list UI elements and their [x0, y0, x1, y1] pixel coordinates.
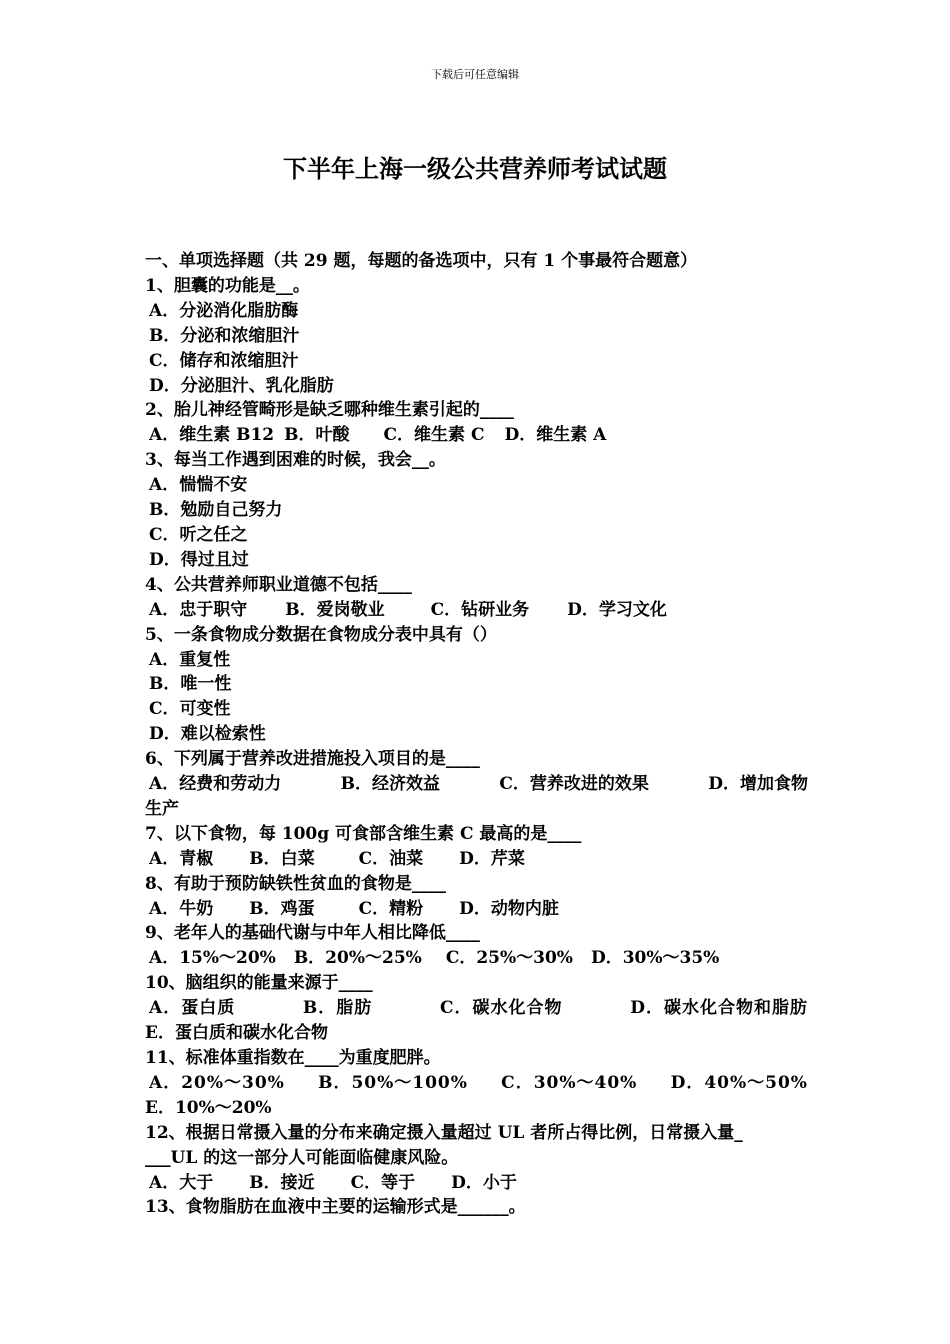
option-2d: D．维生素 A: [504, 425, 607, 446]
options-7: [145, 847, 810, 872]
options-10: [145, 996, 810, 1021]
question-13: 13、食物脂肪在血液中主要的运输形式是______。: [145, 1197, 526, 1218]
option-11b: B．50%～100%: [318, 1072, 468, 1093]
question-7: 7、以下食物，每 100g 可食部含维生素 C 最高的是____: [145, 823, 582, 844]
option-12a: A．大于: [149, 1172, 214, 1193]
option-4d: D．学习文化: [567, 599, 667, 620]
question-11: 11、标准体重指数在____为重度肥胖。: [145, 1048, 441, 1068]
option-8d: D．动物内脏: [459, 898, 559, 919]
question-1: 1、胆囊的功能是__。: [145, 275, 310, 296]
option-3a: A．惴惴不安: [149, 475, 248, 496]
option-4b: B．爱岗敬业: [285, 599, 385, 620]
question-12: 12、根据日常摄入量的分布来确定摄入量超过 UL 者所占得比例，日常摄入量_: [145, 1122, 743, 1143]
section-heading: 一、单项选择题（共 29 题，每题的备选项中，只有 1 个事最符合题意）: [145, 251, 698, 271]
option-1c: C．储存和浓缩胆汁: [149, 350, 299, 371]
option-2a: A．维生素 B12: [149, 425, 275, 446]
option-10d: D．碳水化合物和脂肪: [630, 998, 808, 1019]
option-8a: A．牛奶: [149, 898, 214, 919]
question-10: 10、脑组织的能量来源于____: [145, 973, 373, 994]
option-1d: D．分泌胆汁、乳化脂肪: [149, 375, 334, 396]
option-7b: B．白菜: [249, 848, 315, 869]
option-5d: D．难以检索性: [149, 724, 266, 745]
option-2b: B．叶酸: [284, 425, 350, 446]
option-6b: B．经济效益: [340, 774, 440, 795]
option-3d: D．得过且过: [149, 549, 249, 570]
options-8: [145, 897, 810, 922]
option-12c: C．等于: [350, 1172, 416, 1193]
page-header: 下载后可任意编辑: [431, 68, 519, 81]
question-8: 8、有助于预防缺铁性贫血的食物是____: [145, 873, 446, 894]
option-11e: E．10%～20%: [145, 1097, 272, 1118]
option-12d: D．小于: [451, 1172, 517, 1193]
option-11a: A．20%～30%: [149, 1072, 285, 1093]
option-1b: B．分泌和浓缩胆汁: [149, 325, 300, 346]
options-4: [145, 598, 810, 623]
option-6a: A．经费和劳动力: [149, 774, 282, 795]
options-6: [145, 772, 810, 797]
question-2: 2、胎儿神经管畸形是缺乏哪种维生素引起的____: [145, 400, 514, 421]
option-12b: B．接近: [249, 1172, 315, 1193]
option-8c: C．精粉: [358, 898, 424, 919]
option-9a: A．15%～20%: [149, 948, 276, 969]
question-12-continued: ___UL 的这一部分人可能面临健康风险。: [145, 1147, 459, 1168]
option-7c: C．油菜: [358, 848, 424, 869]
option-7d: D．芹菜: [459, 848, 525, 869]
option-6d: D．增加食物: [708, 774, 808, 795]
option-10c: C．碳水化合物: [439, 998, 563, 1019]
options-11: [145, 1071, 810, 1096]
option-7a: A．青椒: [149, 848, 214, 869]
option-5b: B．唯一性: [149, 674, 232, 695]
option-11d: D．40%～50%: [670, 1072, 808, 1093]
option-4a: A．忠于职守: [149, 599, 248, 620]
question-6: 6、下列属于营养改进措施投入项目的是____: [145, 749, 480, 770]
question-3: 3、每当工作遇到困难的时候，我会__。: [145, 450, 446, 471]
option-2c: C．维生素 C: [383, 425, 485, 446]
option-5a: A．重复性: [149, 649, 231, 670]
option-9d: D．30%～35%: [590, 948, 720, 969]
options-12: [145, 1171, 810, 1196]
option-5c: C．可变性: [149, 699, 231, 720]
option-10b: B．脂肪: [302, 998, 373, 1019]
option-6c: C．营养改进的效果: [499, 774, 649, 795]
option-9c: C．25%～30%: [445, 948, 573, 969]
question-list: [145, 249, 810, 1220]
option-10a: A．蛋白质: [149, 998, 236, 1019]
document-title: 下半年上海一级公共营养师考试试题: [283, 154, 667, 183]
option-3b: B．勉励自己努力: [149, 500, 283, 521]
option-9b: B．20%～25%: [293, 948, 422, 969]
option-1a: A．分泌消化脂肪酶: [149, 300, 299, 321]
question-4: 4、公共营养师职业道德不包括____: [145, 574, 412, 595]
question-9: 9、老年人的基础代谢与中年人相比降低____: [145, 923, 480, 944]
option-10e: E．蛋白质和碳水化合物: [145, 1023, 328, 1044]
option-3c: C．听之任之: [149, 524, 248, 545]
option-8b: B．鸡蛋: [249, 898, 315, 919]
options-9: [145, 946, 810, 971]
option-11c: C．30%～40%: [501, 1072, 638, 1093]
question-5: 5、一条食物成分数据在食物成分表中具有（）: [145, 624, 497, 645]
option-6d-continued: 生产: [145, 798, 179, 819]
option-4c: C．钻研业务: [430, 599, 530, 620]
options-2: [145, 423, 810, 448]
